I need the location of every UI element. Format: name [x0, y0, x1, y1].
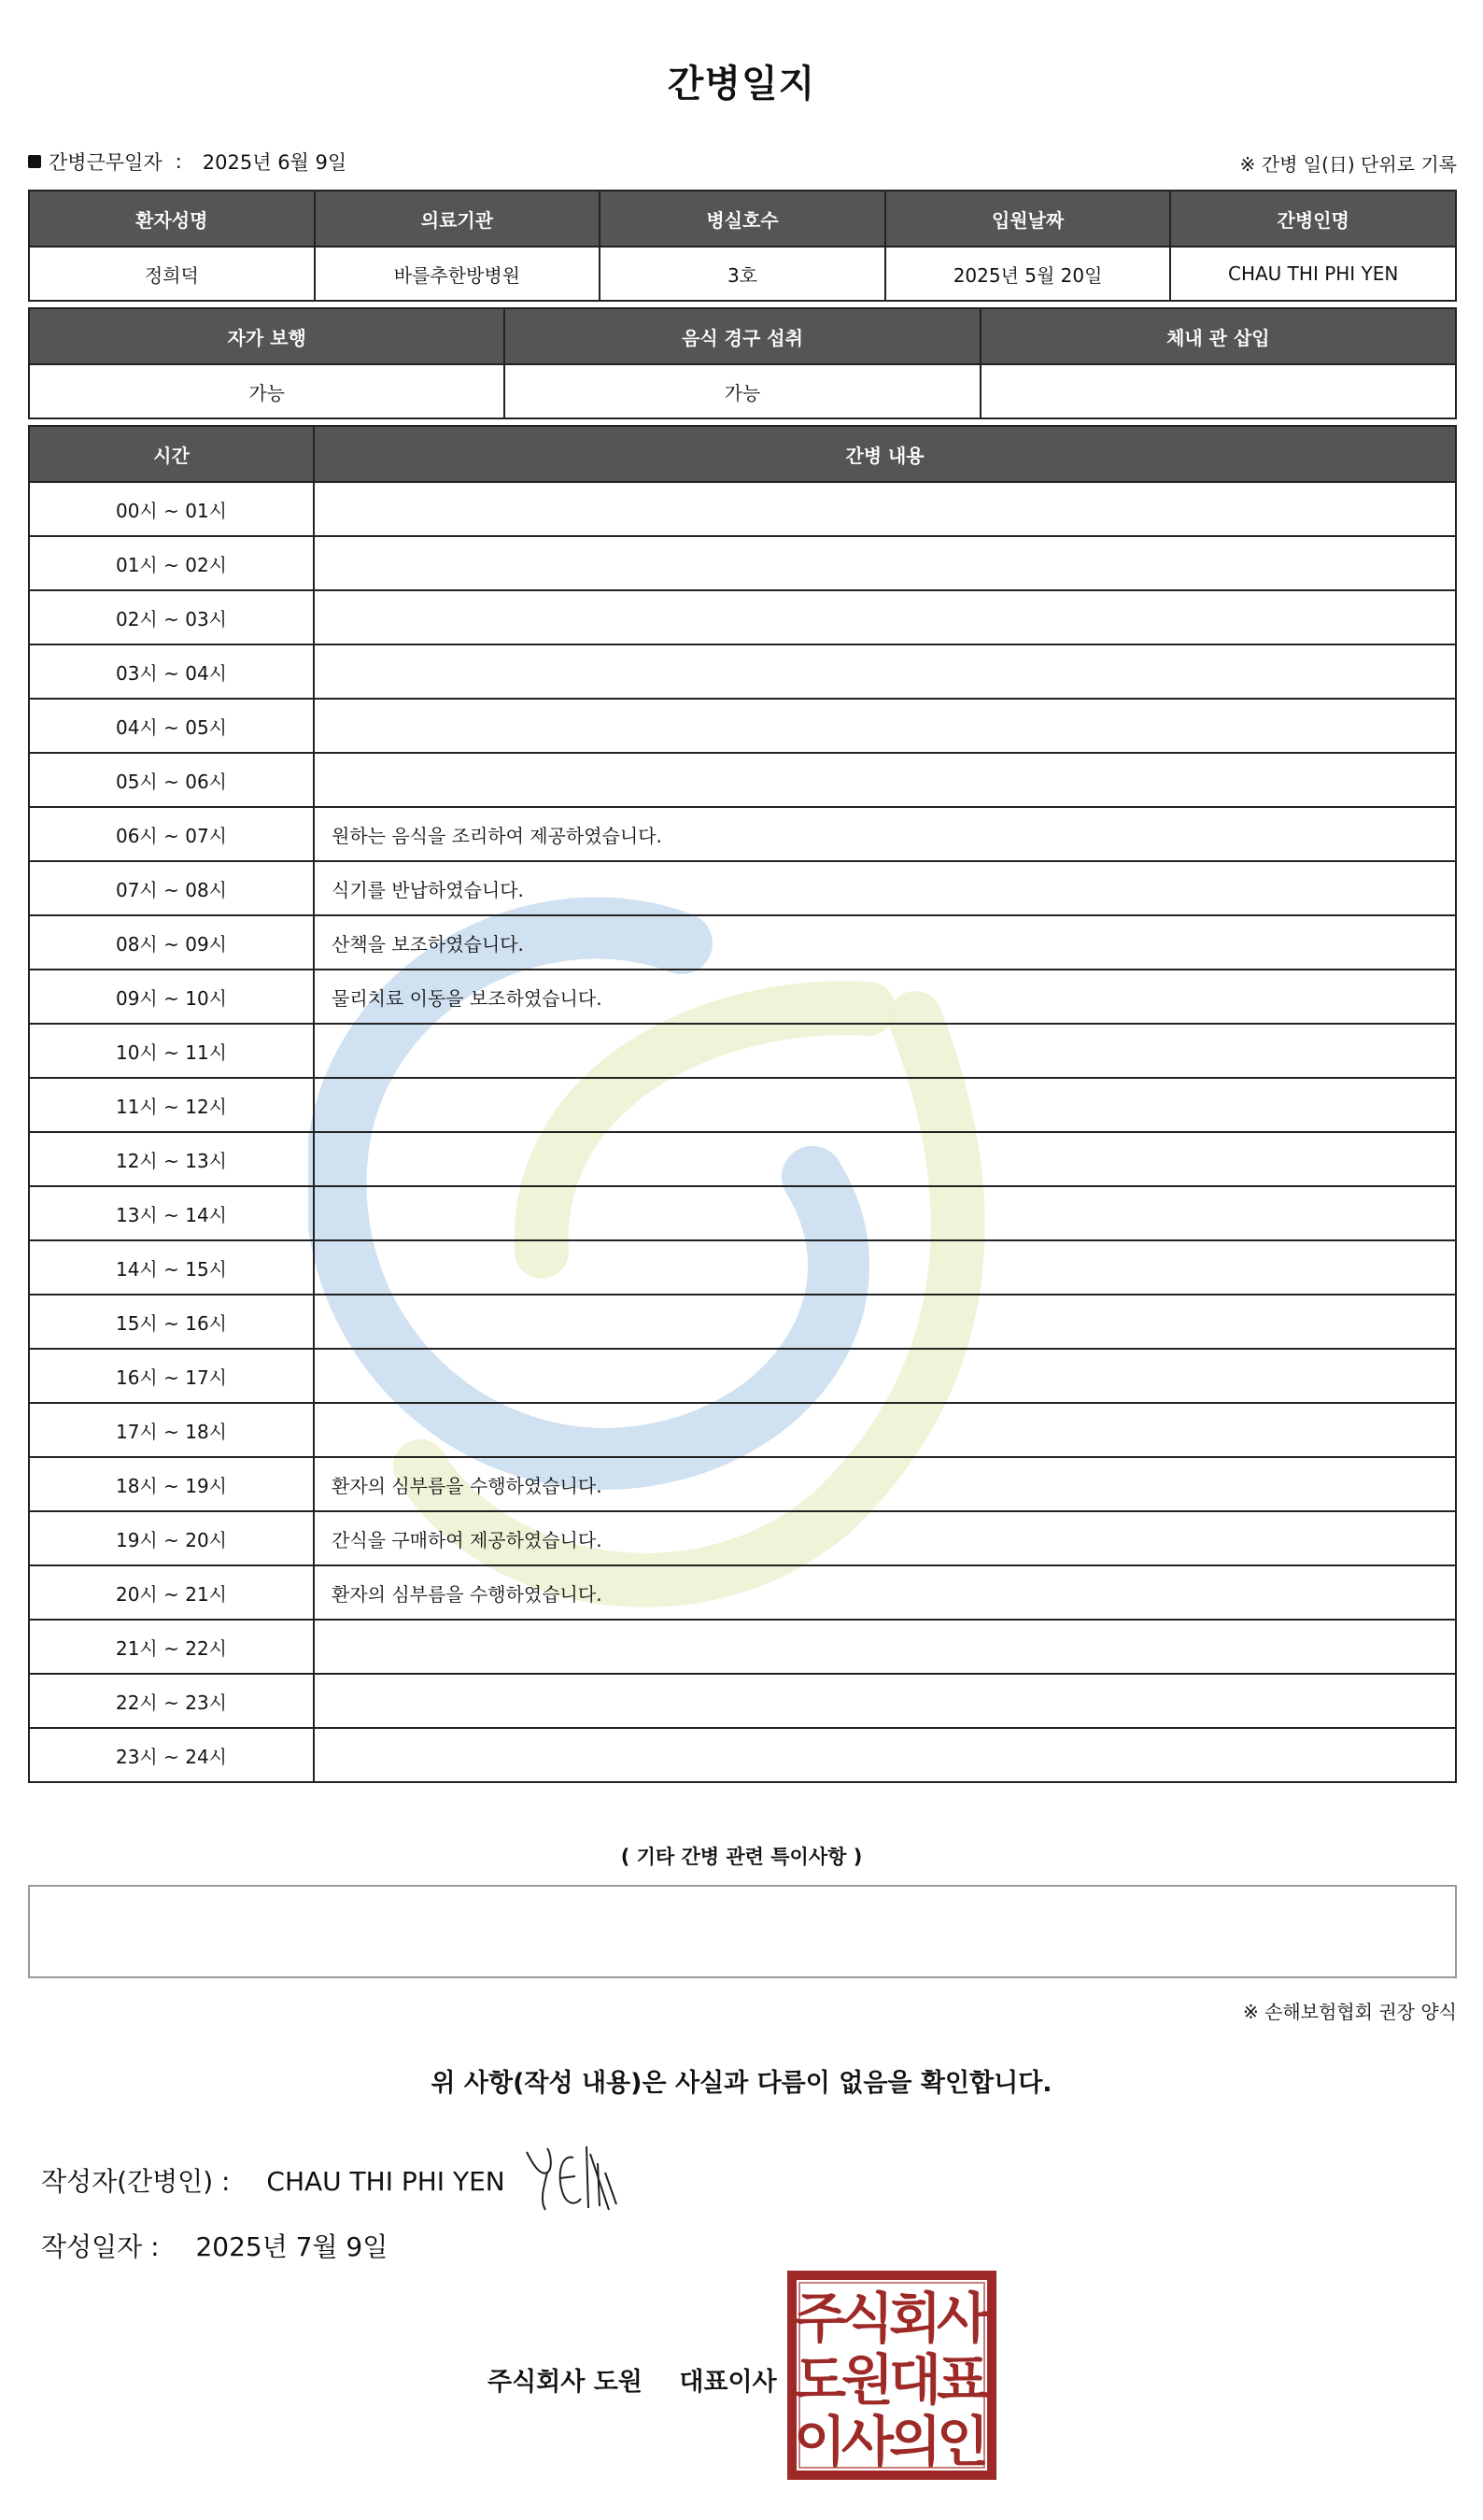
table-row	[29, 915, 1456, 970]
log-content: 산책을 보조하였습니다.	[314, 915, 1456, 970]
work-date-colon: :	[175, 150, 182, 173]
header-oral-intake: 음식 경구 섭취	[504, 308, 980, 364]
log-content	[314, 753, 1456, 807]
seal-glyph: 이	[793, 2410, 847, 2473]
table-row	[29, 1457, 1456, 1511]
table-row	[29, 364, 1456, 418]
log-content	[314, 1132, 1456, 1186]
log-time: 22시 ~ 23시	[29, 1674, 314, 1728]
log-content: 식기를 반납하였습니다.	[314, 861, 1456, 915]
log-content	[314, 536, 1456, 590]
seal-glyph: 원	[840, 2348, 895, 2412]
log-time: 10시 ~ 11시	[29, 1024, 314, 1078]
log-content	[314, 590, 1456, 644]
log-time: 11시 ~ 12시	[29, 1078, 314, 1132]
oral-intake-value: 가능	[504, 364, 980, 418]
log-time: 23시 ~ 24시	[29, 1728, 314, 1782]
log-content	[314, 1728, 1456, 1782]
table-row	[29, 1186, 1456, 1240]
log-time: 06시 ~ 07시	[29, 807, 314, 861]
table-row	[29, 1078, 1456, 1132]
handwritten-signature	[519, 2135, 631, 2216]
seal-glyph: 의	[888, 2410, 942, 2473]
table-header-row	[29, 191, 1456, 247]
notes-title: ( 기타 간병 관련 특이사항 )	[620, 1846, 863, 1868]
company-name: 주식회사 도원	[487, 2368, 643, 2397]
admission-date: 2025년 5월 20일	[885, 247, 1171, 301]
log-time: 21시 ~ 22시	[29, 1620, 314, 1674]
log-content	[314, 1186, 1456, 1240]
care-log-table	[28, 425, 1457, 1783]
header-caregiver-name: 간병인명	[1170, 191, 1456, 247]
table-row	[29, 1674, 1456, 1728]
writer-label: 작성자(간병인) :	[41, 2166, 231, 2197]
table-row	[29, 753, 1456, 807]
work-date-line	[28, 148, 346, 176]
company-role: 대표이사	[679, 2368, 777, 2397]
seal-glyph: 회	[888, 2286, 942, 2350]
confirmation-statement: 위 사항(작성 내용)은 사실과 다름이 없음을 확인합니다.	[431, 2069, 1052, 2098]
log-content	[314, 644, 1456, 699]
log-time: 17시 ~ 18시	[29, 1403, 314, 1457]
log-time: 18시 ~ 19시	[29, 1457, 314, 1511]
log-content	[314, 1024, 1456, 1078]
table-row	[29, 1349, 1456, 1403]
log-content	[314, 699, 1456, 753]
table-row	[29, 1024, 1456, 1078]
log-content: 환자의 심부름을 수행하였습니다.	[314, 1565, 1456, 1620]
company-signature-line	[487, 2361, 777, 2398]
writer-line	[41, 2161, 505, 2199]
seal-glyph: 식	[840, 2286, 895, 2350]
header-time: 시간	[29, 426, 314, 482]
header-self-walking: 자가 보행	[29, 308, 504, 364]
table-row	[29, 1403, 1456, 1457]
log-time: 02시 ~ 03시	[29, 590, 314, 644]
table-header-row	[29, 426, 1456, 482]
log-content	[314, 1349, 1456, 1403]
company-seal-stamp	[786, 2270, 997, 2481]
log-time: 20시 ~ 21시	[29, 1565, 314, 1620]
patient-info-table	[28, 190, 1457, 302]
table-row	[29, 1511, 1456, 1565]
log-content	[314, 1295, 1456, 1349]
header-room: 병실호수	[600, 191, 885, 247]
notes-box	[28, 1885, 1457, 1978]
log-time: 08시 ~ 09시	[29, 915, 314, 970]
write-date-label: 작성일자 :	[41, 2231, 160, 2262]
log-time: 01시 ~ 02시	[29, 536, 314, 590]
square-bullet-icon	[28, 155, 41, 168]
log-content	[314, 1620, 1456, 1674]
seal-glyph: 사	[936, 2286, 990, 2350]
work-date-value: 2025년 6월 9일	[202, 151, 347, 174]
log-content: 환자의 심부름을 수행하였습니다.	[314, 1457, 1456, 1511]
self-walking-value: 가능	[29, 364, 504, 418]
log-time: 15시 ~ 16시	[29, 1295, 314, 1349]
table-row	[29, 970, 1456, 1024]
write-date-line	[41, 2227, 388, 2264]
log-time: 14시 ~ 15시	[29, 1240, 314, 1295]
table-row	[29, 482, 1456, 536]
care-log-rows	[29, 482, 1456, 1782]
log-content	[314, 482, 1456, 536]
room-number: 3호	[600, 247, 885, 301]
log-content: 원하는 음식을 조리하여 제공하였습니다.	[314, 807, 1456, 861]
table-row	[29, 536, 1456, 590]
log-content	[314, 1078, 1456, 1132]
hospital-name: 바를추한방병원	[315, 247, 600, 301]
log-time: 00시 ~ 01시	[29, 482, 314, 536]
seal-glyph: 대	[888, 2348, 942, 2412]
table-row	[29, 247, 1456, 301]
document-title: 간병일지	[667, 63, 816, 106]
log-content	[314, 1403, 1456, 1457]
seal-glyph: 사	[840, 2410, 895, 2473]
table-row	[29, 1728, 1456, 1782]
log-content: 물리치료 이동을 보조하였습니다.	[314, 970, 1456, 1024]
log-content	[314, 1240, 1456, 1295]
log-time: 19시 ~ 20시	[29, 1511, 314, 1565]
table-header-row	[29, 308, 1456, 364]
patient-status-table	[28, 307, 1457, 419]
table-row	[29, 861, 1456, 915]
log-time: 07시 ~ 08시	[29, 861, 314, 915]
log-content: 간식을 구매하여 제공하였습니다.	[314, 1511, 1456, 1565]
header-tube-insertion: 체내 관 삽입	[981, 308, 1456, 364]
seal-glyph: 도	[793, 2348, 847, 2412]
log-time: 09시 ~ 10시	[29, 970, 314, 1024]
log-time: 05시 ~ 06시	[29, 753, 314, 807]
log-time: 12시 ~ 13시	[29, 1132, 314, 1186]
table-row	[29, 1240, 1456, 1295]
table-row	[29, 1132, 1456, 1186]
seal-glyph: 주	[793, 2286, 847, 2350]
writer-name: CHAU THI PHI YEN	[266, 2166, 505, 2197]
caregiver-name: CHAU THI PHI YEN	[1170, 247, 1456, 301]
table-row	[29, 1295, 1456, 1349]
seal-glyph: 표	[936, 2348, 990, 2412]
recommendation-note: ※ 손해보험협회 권장 양식	[1242, 2001, 1457, 2023]
seal-glyph: 인	[936, 2410, 990, 2473]
header-admission-date: 입원날짜	[885, 191, 1171, 247]
header-patient-name: 환자성명	[29, 191, 315, 247]
patient-name: 정희덕	[29, 247, 315, 301]
table-row	[29, 807, 1456, 861]
table-row	[29, 590, 1456, 644]
header-care-content: 간병 내용	[314, 426, 1456, 482]
table-row	[29, 1565, 1456, 1620]
write-date-value: 2025년 7월 9일	[195, 2231, 388, 2262]
log-time: 04시 ~ 05시	[29, 699, 314, 753]
tube-insertion-value	[981, 364, 1456, 418]
table-row	[29, 699, 1456, 753]
log-time: 13시 ~ 14시	[29, 1186, 314, 1240]
work-date-label: 간병근무일자	[49, 151, 162, 174]
unit-note: ※ 간병 일(日) 단위로 기록	[1239, 153, 1457, 176]
table-row	[29, 1620, 1456, 1674]
log-time: 16시 ~ 17시	[29, 1349, 314, 1403]
log-time: 03시 ~ 04시	[29, 644, 314, 699]
header-hospital: 의료기관	[315, 191, 600, 247]
table-row	[29, 644, 1456, 699]
log-content	[314, 1674, 1456, 1728]
